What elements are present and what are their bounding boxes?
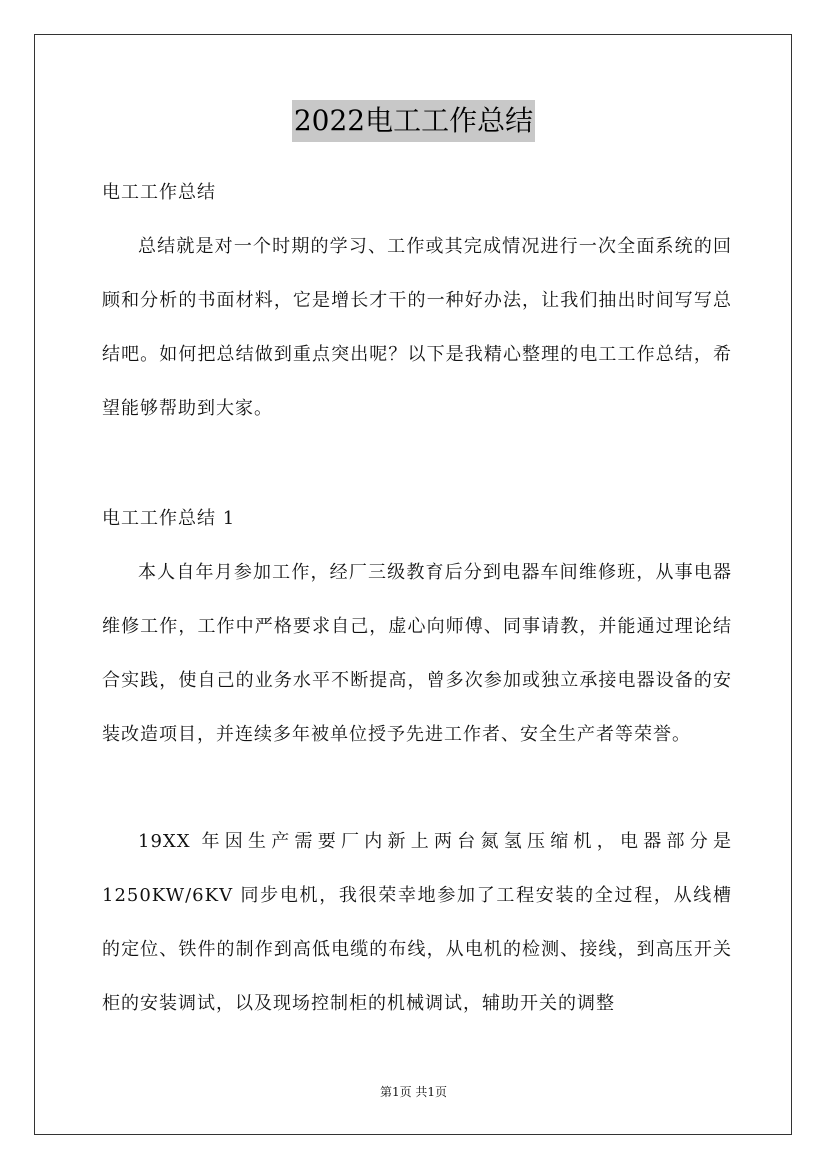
section-heading-summary-1: 电工工作总结 1 — [102, 508, 236, 529]
section-heading-summary: 电工工作总结 — [102, 182, 216, 203]
body-paragraph-2: 19XX 年因生产需要厂内新上两台氮氢压缩机，电器部分是1250KW/6KV 同步电机，我很荣幸地参加了工程安装的全过程，从线槽的定位、铁件的制作到高低电缆的布线，从电机的检测、接线，到高压开关柜的安装调试，以及现场控制柜的机械调试，辅助开关的调整 — [102, 831, 732, 1014]
document-title: 2022电工工作总结 — [292, 100, 535, 142]
body-paragraph-block-1 — [102, 546, 732, 762]
page-number-label: 第1页 共1页 — [379, 1085, 448, 1099]
title-container — [0, 100, 827, 142]
page-footer — [0, 1083, 827, 1100]
intro-paragraph-block — [102, 220, 732, 436]
body-paragraph-block-2 — [102, 815, 732, 1031]
intro-paragraph: 总结就是对一个时期的学习、工作或其完成情况进行一次全面系统的回顾和分析的书面材料，它是增长才干的一种好办法，让我们抽出时间写写总结吧。如何把总结做到重点突出呢？以下是我精心整理的电工工作总结，希望能够帮助到大家。 — [102, 236, 732, 419]
body-paragraph-1: 本人自年月参加工作，经厂三级教育后分到电器车间维修班，从事电器维修工作，工作中严格要求自己，虚心向师傅、同事请教，并能通过理论结合实践，使自己的业务水平不断提高，曾多次参加或独立承接电器设备的安装改造项目，并连续多年被单位授予先进工作者、安全生产者等荣誉。 — [102, 562, 732, 745]
